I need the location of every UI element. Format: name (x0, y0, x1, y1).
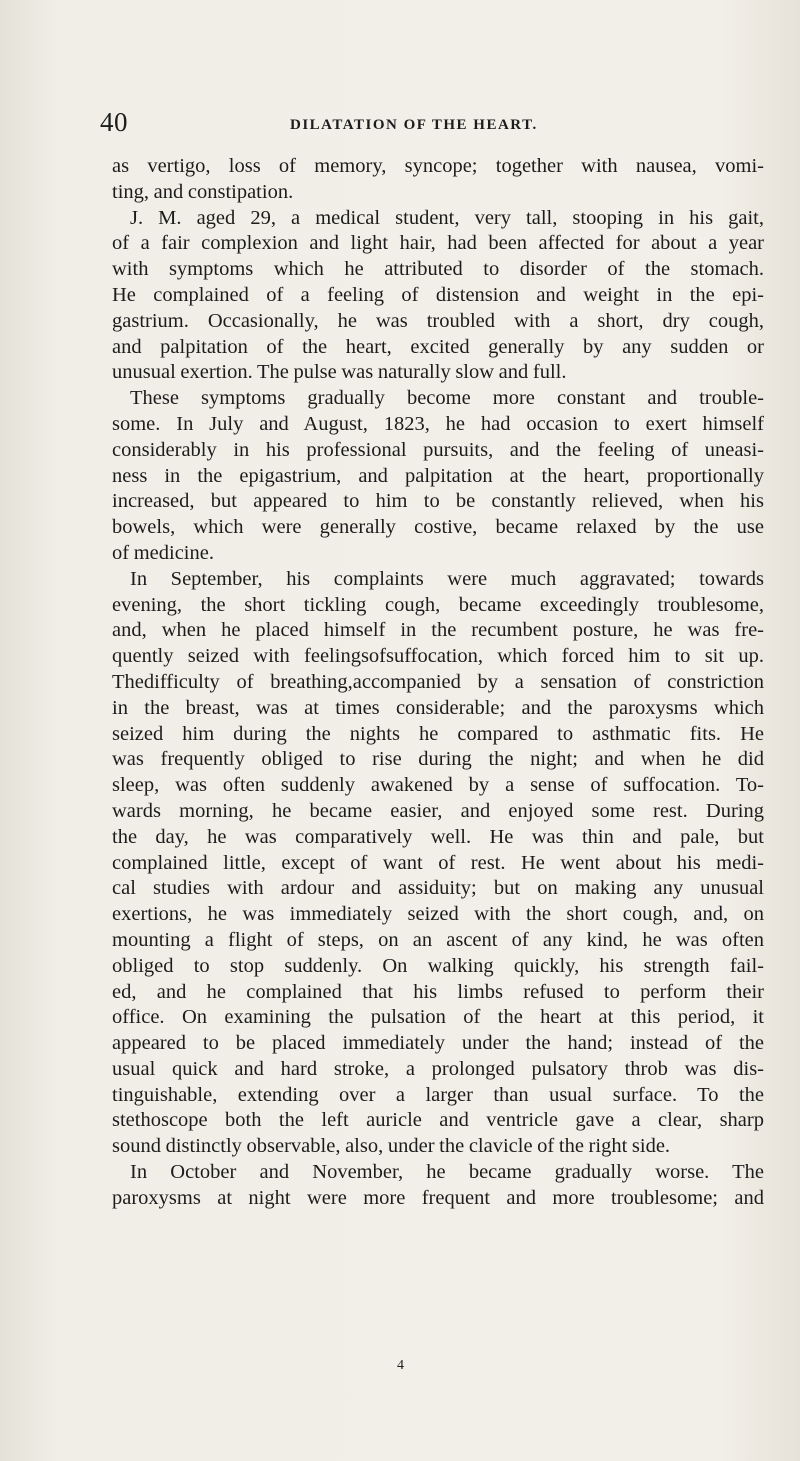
running-head: DILATATION OF THE HEART. (290, 117, 538, 133)
signature-mark: 4 (397, 1358, 404, 1373)
text-line: and palpitation of the heart, excited generally by any sudden or (112, 335, 764, 358)
text-line: In September, his complaints were much aggravated; towards (130, 567, 764, 590)
paragraph (112, 1160, 764, 1212)
page-number: 40 (100, 107, 128, 137)
text-line: sleep, was often suddenly awakened by a sense of suffocation. To- (112, 774, 764, 797)
text-line: as vertigo, loss of memory, syncope; together with nausea, vomi- (112, 155, 764, 177)
text-line: unusual exertion. The pulse was naturally slow and full. (112, 361, 567, 384)
paragraph (112, 154, 764, 206)
paragraph (112, 567, 764, 1160)
text-line: gastrium. Occasionally, he was troubled with a short, dry cough, (112, 309, 764, 332)
text-line: exertions, he was immediately seized with the short cough, and, on (112, 903, 764, 926)
text-line: of a fair complexion and light hair, had been affected for about a year (112, 232, 764, 255)
text-line: seized him during the nights he compared to asthmatic fits. He (112, 722, 764, 745)
text-line: was frequently obliged to rise during the night; and when he did (112, 748, 764, 771)
text-line: the day, he was comparatively well. He was thin and pale, but (112, 825, 764, 848)
text-line: J. M. aged 29, a medical student, very tall, stooping in his gait, (130, 206, 764, 229)
paragraph (112, 206, 764, 387)
text-line: some. In July and August, 1823, he had occasion to exert himself (112, 412, 764, 435)
text-line: paroxysms at night were more frequent and more troublesome; and (112, 1186, 764, 1209)
text-line: appeared to be placed immediately under the hand; instead of the (112, 1032, 764, 1055)
text-line: Thedifficulty of breathing,accompanied by a sensation of constriction (112, 670, 764, 693)
text-line: obliged to stop suddenly. On walking quickly, his strength fail- (112, 954, 764, 977)
text-line: mounting a flight of steps, on an ascent of any kind, he was often (112, 928, 764, 951)
text-line: ness in the epigastrium, and palpitation at the heart, proportionally (112, 464, 764, 487)
text-line: stethoscope both the left auricle and ventricle gave a clear, sharp (112, 1109, 764, 1132)
text-line: considerably in his professional pursuits, and the feeling of uneasi- (112, 438, 764, 461)
text-line: evening, the short tickling cough, became exceedingly troublesome, (112, 593, 764, 616)
text-line: wards morning, he became easier, and enjoyed some rest. During (112, 799, 764, 822)
text-line: In October and November, he became gradually worse. The (130, 1161, 764, 1184)
text-line: cal studies with ardour and assiduity; but on making any unusual (112, 877, 764, 900)
text-line: sound distinctly observable, also, under the clavicle of the right side. (112, 1135, 671, 1158)
text-line: He complained of a feeling of distension and weight in the epi- (112, 283, 764, 306)
text-line: of medicine. (112, 541, 214, 564)
page-header (100, 107, 740, 147)
text-line: bowels, which were generally costive, became relaxed by the use (112, 516, 764, 539)
text-line: quently seized with feelingsofsuffocation, which forced him to sit up. (112, 645, 764, 668)
paragraph (112, 386, 764, 567)
text-line: usual quick and hard stroke, a prolonged pulsatory throb was dis- (112, 1057, 764, 1080)
text-line: in the breast, was at times considerable; and the paroxysms which (112, 696, 764, 719)
body-text (112, 154, 764, 1212)
text-line: tinguishable, extending over a larger than usual surface. To the (112, 1083, 764, 1106)
text-line: complained little, except of want of rest. He went about his medi- (112, 851, 764, 874)
text-line: office. On examining the pulsation of the heart at this period, it (112, 1006, 764, 1029)
text-line: with symptoms which he attributed to disorder of the stomach. (112, 258, 764, 281)
text-line: and, when he placed himself in the recumbent posture, he was fre- (112, 619, 764, 642)
text-line: These symptoms gradually become more constant and trouble- (130, 387, 764, 410)
text-line: ed, and he complained that his limbs refused to perform their (112, 980, 764, 1003)
text-line: increased, but appeared to him to be constantly relieved, when his (112, 490, 764, 513)
text-line: ting, and constipation. (112, 180, 294, 203)
